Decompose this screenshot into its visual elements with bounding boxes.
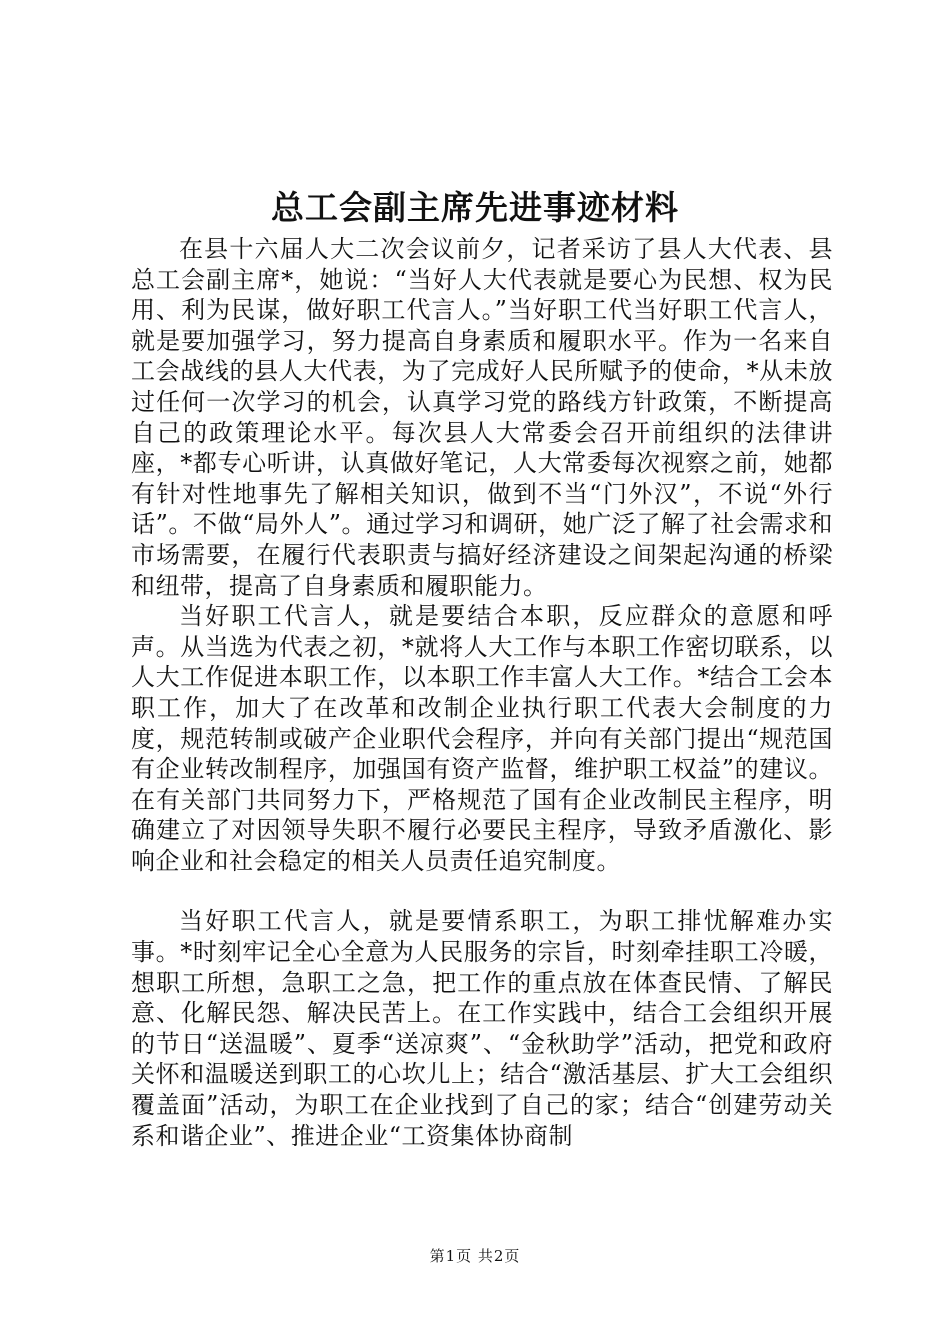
document-body (131, 234, 833, 1151)
paragraph-1: 在县十六届人大二次会议前夕，记者采访了县人大代表、县总工会副主席*，她说：“当好人大代表就是要心为民想、权为民用、利为民谋，做好职工代言人。”当好职工代当好职工代言人，就是要加强学习，努力提高自身素质和履职水平。作为一名来自工会战线的县人大代表，为了完成好人民所赋予的使命，*从未放过任何一次学习的机会，认真学习党的路线方针政策，不断提高自己的政策理论水平。每次县人大常委会召开前组织的法律讲座，*都专心听讲，认真做好笔记，人大常委每次视察之前，她都有针对性地事先了解相关知识，做到不当“门外汉”，不说“外行话”。不做“局外人”。通过学习和调研，她广泛了解了社会需求和市场需要，在履行代表职责与搞好经济建设之间架起沟通的桥梁和纽带，提高了自身素质和履职能力。 (131, 235, 833, 600)
document-title: 总工会副主席先进事迹材料 (271, 188, 679, 227)
paragraph-3: 当好职工代言人，就是要情系职工，为职工排忧解难办实事。*时刻牢记全心全意为人民服务的宗旨，时刻牵挂职工冷暖，想职工所想，急职工之急，把工作的重点放在体查民情、了解民意、化解民怨、解决民苦上。在工作实践中，结合工会组织开展的节日“送温暖”、夏季“送凉爽”、“金秋助学”活动，把党和政府关怀和温暖送到职工的心坎儿上；结合“激活基层、扩大工会组织覆盖面”活动，为职工在企业找到了自己的家；结合“创建劳动关系和谐企业”、推进企业“工资集体协商制 (131, 907, 833, 1150)
page-indicator: 第1页 共2页 (429, 1247, 521, 1265)
paragraph-2: 当好职工代言人，就是要结合本职，反应群众的意愿和呼声。从当选为代表之初，*就将人大工作与本职工作密切联系，以人大工作促进本职工作，以本职工作丰富人大工作。*结合工会本职工作，加大了在改革和改制企业执行职工代表大会制度的力度，规范转制或破产企业职代会程序，并向有关部门提出“规范国有企业转改制程序，加强国有资产监督，维护职工权益”的建议。在有关部门共同努力下，严格规范了国有企业改制民主程序，明确建立了对因领导失职不履行必要民主程序，导致矛盾激化、影响企业和社会稳定的相关人员责任追究制度。 (131, 602, 833, 875)
